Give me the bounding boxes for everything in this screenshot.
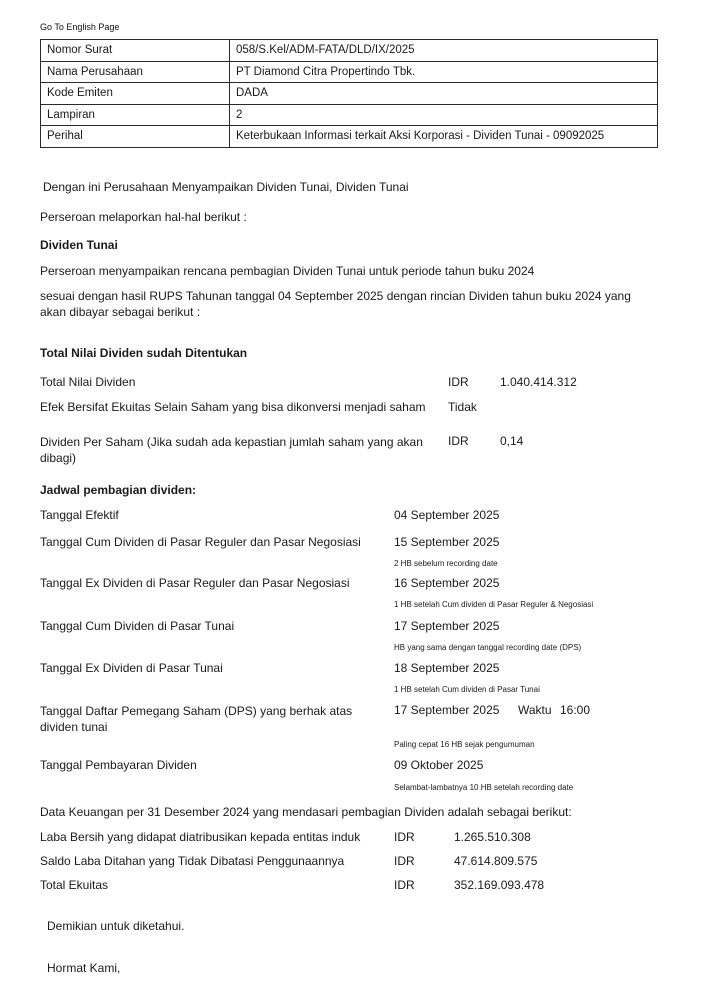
- total-section-title: Total Nilai Dividen sudah Ditentukan: [40, 346, 248, 360]
- table-row: [41, 83, 658, 105]
- table-row: [41, 104, 658, 126]
- cum-tunai-date: 17 September 2025: [394, 619, 500, 633]
- dps-time-label: Waktu: [518, 703, 552, 717]
- dps-date-label: Tanggal Daftar Pemegang Saham (DPS) yang berhak atas dividen tunai: [40, 704, 353, 734]
- header-value: 058/S.Kel/ADM-FATA/DLD/IX/2025: [230, 40, 658, 62]
- header-value: DADA: [230, 83, 658, 105]
- rups-line-1: sesuai dengan hasil RUPS Tahunan tanggal 04 September 2025 dengan rincian Dividen tahun buku 2024 yang: [40, 289, 631, 303]
- ex-reguler-note: 1 HB setelah Cum dividen di Pasar Reguler & Negosiasi: [394, 600, 594, 609]
- header-label: Lampiran: [41, 104, 230, 126]
- cum-tunai-note: HB yang sama dengan tanggal recording date (DPS): [394, 643, 582, 652]
- pembayaran-note: Selambat-lambatnya 10 HB setelah recording date: [394, 783, 574, 792]
- efek-value: Tidak: [448, 400, 477, 414]
- report-line: Perseroan melaporkan hal-hal berikut :: [40, 210, 247, 224]
- ex-tunai-note: 1 HB setelah Cum dividen di Pasar Tunai: [394, 685, 540, 694]
- signoff-text: Hormat Kami,: [47, 961, 121, 975]
- header-label: Nama Perusahaan: [41, 61, 230, 83]
- dps-amount-value: 0,14: [500, 434, 524, 448]
- financial-title: Data Keuangan per 31 Desember 2024 yang mendasari pembagian Dividen adalah sebagai berikut:: [40, 805, 572, 819]
- dps-amount-label: Dividen Per Saham (Jika sudah ada kepastian jumlah saham yang akan dibagi): [40, 435, 423, 465]
- pembayaran-label: Tanggal Pembayaran Dividen: [40, 758, 197, 772]
- rups-line-2: akan dibayar sebagai berikut :: [40, 305, 201, 319]
- ex-tunai-date: 18 September 2025: [394, 661, 500, 675]
- saldo-laba-currency: IDR: [394, 854, 415, 868]
- total-ekuitas-label: Total Ekuitas: [40, 878, 109, 892]
- cum-reguler-date: 15 September 2025: [394, 535, 500, 549]
- efektif-date: 04 September 2025: [394, 508, 500, 522]
- pembayaran-date: 09 Oktober 2025: [394, 758, 484, 772]
- table-row: [41, 126, 658, 148]
- ex-tunai-label: Tanggal Ex Dividen di Pasar Tunai: [40, 661, 223, 675]
- header-label: Kode Emiten: [41, 83, 230, 105]
- dps-amount-currency: IDR: [448, 434, 469, 448]
- total-dividen-label: Total Nilai Dividen: [40, 375, 136, 389]
- schedule-title: Jadwal pembagian dividen:: [40, 483, 197, 497]
- laba-bersih-currency: IDR: [394, 830, 415, 844]
- cum-tunai-label: Tanggal Cum Dividen di Pasar Tunai: [40, 619, 235, 633]
- total-ekuitas-value: 352.169.093.478: [454, 878, 545, 892]
- header-label: Perihal: [41, 126, 230, 148]
- ex-reguler-label: Tanggal Ex Dividen di Pasar Reguler dan Pasar Negosiasi: [40, 576, 350, 590]
- header-value: PT Diamond Citra Propertindo Tbk.: [230, 61, 658, 83]
- efektif-label: Tanggal Efektif: [40, 508, 119, 522]
- ex-reguler-date: 16 September 2025: [394, 576, 500, 590]
- cum-reguler-label: Tanggal Cum Dividen di Pasar Reguler dan Pasar Negosiasi: [40, 535, 361, 549]
- saldo-laba-label: Saldo Laba Ditahan yang Tidak Dibatasi Penggunaannya: [40, 854, 345, 868]
- table-row: [41, 40, 658, 62]
- total-ekuitas-currency: IDR: [394, 878, 415, 892]
- section-title-dividen: Dividen Tunai: [40, 238, 118, 252]
- laba-bersih-value: 1.265.510.308: [454, 830, 531, 844]
- dps-time: 16:00: [560, 703, 591, 717]
- header-value: Keterbukaan Informasi terkait Aksi Korporasi - Dividen Tunai - 09092025: [230, 126, 658, 148]
- total-dividen-currency: IDR: [448, 375, 469, 389]
- cum-reguler-note: 2 HB sebelum recording date: [394, 559, 498, 568]
- dps-note: Paling cepat 16 HB sejak pengumuman: [394, 740, 535, 749]
- dps-date: 17 September 2025: [394, 703, 500, 717]
- table-row: [41, 61, 658, 83]
- intro-text: Dengan ini Perusahaan Menyampaikan Dividen Tunai, Dividen Tunai: [43, 180, 409, 194]
- laba-bersih-label: Laba Bersih yang didapat diatribusikan kepada entitas induk: [40, 830, 361, 844]
- closing-text: Demikian untuk diketahui.: [47, 919, 185, 933]
- english-page-link[interactable]: Go To English Page: [40, 22, 120, 32]
- saldo-laba-value: 47.614.809.575: [454, 854, 538, 868]
- header-value: 2: [230, 104, 658, 126]
- plan-line: Perseroan menyampaikan rencana pembagian Dividen Tunai untuk periode tahun buku 2024: [40, 264, 535, 278]
- letter-header-table: [40, 39, 658, 148]
- total-dividen-value: 1.040.414.312: [500, 375, 577, 389]
- efek-label: Efek Bersifat Ekuitas Selain Saham yang bisa dikonversi menjadi saham: [40, 400, 426, 414]
- header-label: Nomor Surat: [41, 40, 230, 62]
